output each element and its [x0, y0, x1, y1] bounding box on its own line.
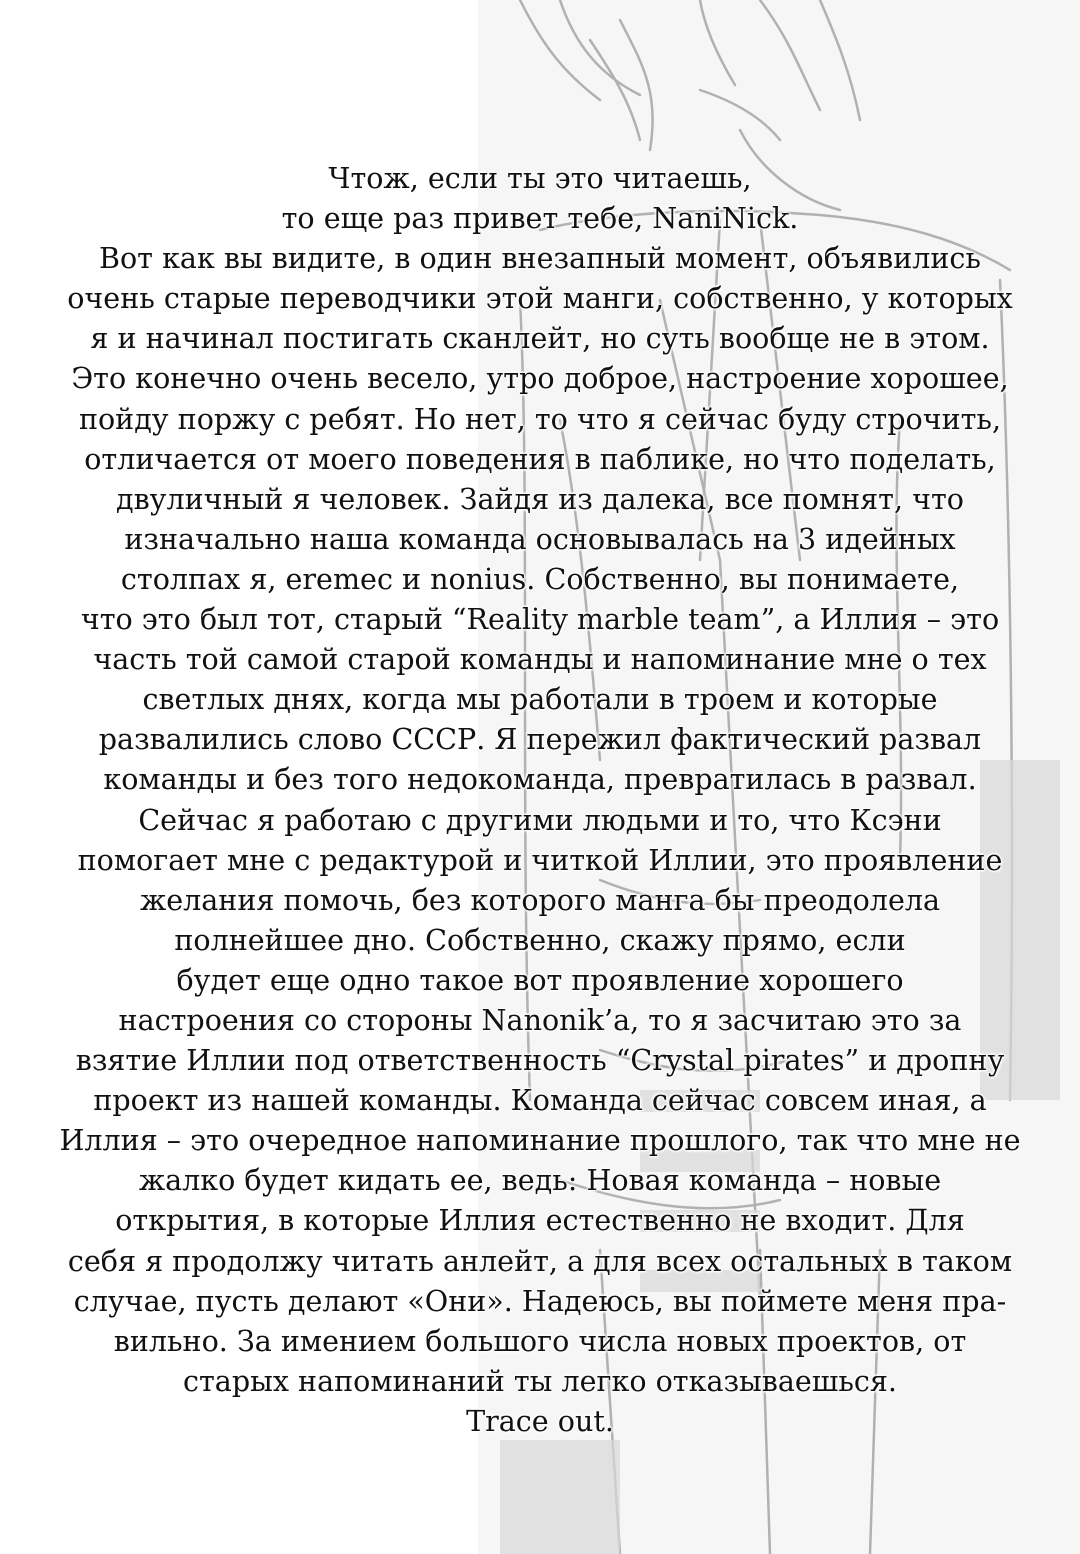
text-line: Вот как вы видите, в один внезапный момент, объявились — [99, 241, 981, 276]
text-line: двуличный я человек. Зайдя из далека, все помнят, что — [116, 481, 964, 516]
text-line: желания помочь, без которого манга бы преодолела — [139, 882, 941, 917]
signature-line: Trace out. — [466, 1403, 614, 1438]
text-line: вильно. За имением большого числа новых проектов, от — [113, 1323, 967, 1358]
text-line: Чтож, если ты это читаешь, — [328, 161, 752, 195]
text-line: часть той самой старой команды и напоминание мне о тех — [93, 642, 987, 677]
text-line: отличается от моего поведения в паблике, но что поделать, — [84, 441, 996, 476]
text-line: Это конечно очень весело, утро доброе, настроение хорошее, — [71, 361, 1009, 396]
text-line: открытия, в которые Иллия естественно не входит. Для — [115, 1203, 965, 1238]
text-line: что это был тот, старый “Reality marble team”, а Иллия – это — [80, 602, 1000, 637]
text-line: помогает мне с редактурой и читкой Иллии, это проявление — [77, 842, 1003, 877]
text-line: полнейшее дно. Собственно, скажу прямо, если — [174, 922, 906, 957]
text-line: то еще раз привет тебе, NaniNick. — [281, 201, 799, 236]
text-line: себя я продолжу читать анлейт, а для всех остальных в таком — [67, 1243, 1013, 1278]
text-line: старых напоминаний ты легко отказываешься. — [183, 1363, 897, 1398]
text-line: Иллия – это очередное напоминание прошлого, так что мне не — [59, 1123, 1021, 1158]
text-line: очень старые переводчики этой манги, собственно, у которых — [67, 281, 1013, 316]
text-line: я и начинал постигать сканлейт, но суть вообще не в этом. — [90, 321, 990, 356]
note-text-block — [0, 158, 1080, 1441]
text-line: пойду поржу с ребят. Но нет, то что я сейчас буду строчить, — [78, 401, 1002, 436]
text-line: Сейчас я работаю с другими людьми и то, что Ксэни — [138, 802, 942, 837]
text-line: случае, пусть делают «Они». Надеюсь, вы поймете меня пра- — [73, 1283, 1007, 1318]
text-line: команды и без того недокоманда, превратилась в развал. — [103, 762, 977, 797]
text-line: столпах я, eremec и nonius. Собственно, вы понимаете, — [120, 561, 960, 596]
text-line: светлых днях, когда мы работали в троем и которые — [142, 682, 938, 717]
text-line: проект из нашей команды. Команда сейчас совсем иная, а — [93, 1083, 987, 1118]
text-line: развалились слово СССР. Я пережил фактический развал — [98, 722, 982, 757]
text-line: жалко будет кидать ее, ведь: Новая команда – новые — [138, 1163, 942, 1198]
text-line: взятие Иллии под ответственность “Crystal pirates” и дропну — [75, 1043, 1005, 1078]
text-line: настроения со стороны Nanonik’a, то я засчитаю это за — [118, 1002, 962, 1037]
text-line: изначально наша команда основывалась на 3 идейных — [124, 521, 956, 556]
text-line: будет еще одно такое вот проявление хорошего — [176, 962, 904, 997]
